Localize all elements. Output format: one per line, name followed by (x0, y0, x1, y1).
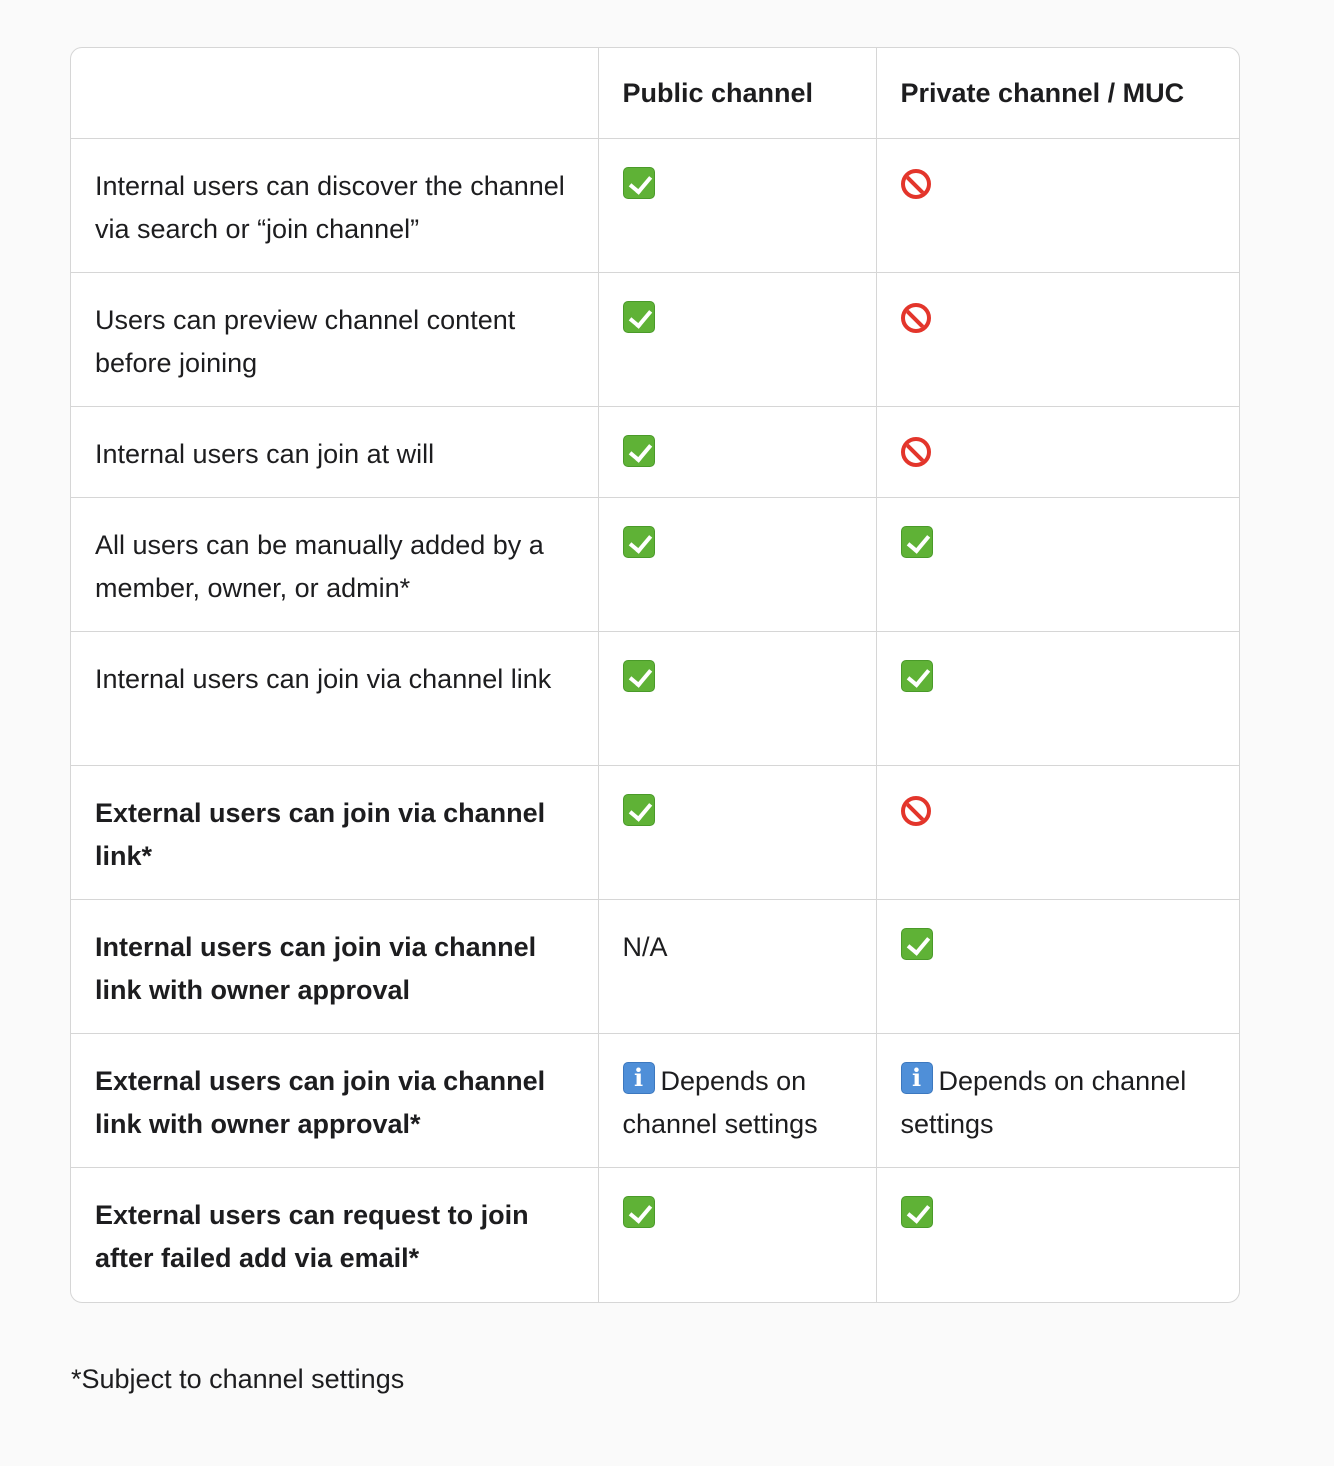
feature-cell: Internal users can join via channel link with owner approval (71, 900, 598, 1034)
no-entry-icon (901, 437, 931, 467)
check-icon (901, 526, 933, 558)
check-icon (623, 301, 655, 333)
public-cell (598, 766, 876, 900)
private-cell (876, 497, 1240, 631)
private-cell (876, 138, 1240, 272)
footnote: *Subject to channel settings (71, 1364, 405, 1394)
table-row (71, 406, 1240, 497)
private-cell (876, 631, 1240, 765)
check-icon (623, 794, 655, 826)
table-row (71, 1168, 1240, 1302)
private-cell (876, 272, 1240, 406)
table-row (71, 272, 1240, 406)
public-cell (598, 1034, 876, 1168)
table-row (71, 138, 1240, 272)
channel-permissions-table (71, 48, 1240, 1302)
feature-cell: Internal users can discover the channel via search or “join channel” (71, 138, 598, 272)
feature-cell: Internal users can join at will (71, 406, 598, 497)
comparison-table (70, 47, 1240, 1303)
check-icon (623, 435, 655, 467)
no-entry-icon (901, 303, 931, 333)
public-cell: N/A (598, 900, 876, 1034)
check-icon (901, 928, 933, 960)
no-entry-icon (901, 796, 931, 826)
public-cell (598, 1168, 876, 1302)
private-cell (876, 900, 1240, 1034)
public-cell (598, 631, 876, 765)
private-cell (876, 1168, 1240, 1302)
feature-cell: Internal users can join via channel link (71, 631, 598, 765)
feature-cell: Users can preview channel content before joining (71, 272, 598, 406)
private-cell (876, 1034, 1240, 1168)
feature-cell: All users can be manually added by a member, owner, or admin* (71, 497, 598, 631)
public-cell (598, 138, 876, 272)
check-icon (623, 526, 655, 558)
feature-cell: External users can join via channel link* (71, 766, 598, 900)
check-icon (623, 167, 655, 199)
private-cell (876, 406, 1240, 497)
table-row (71, 900, 1240, 1034)
feature-cell: External users can join via channel link with owner approval* (71, 1034, 598, 1168)
check-icon (623, 1196, 655, 1228)
check-icon (901, 1196, 933, 1228)
public-cell (598, 272, 876, 406)
table-row (71, 497, 1240, 631)
table-header-row (71, 48, 1240, 138)
header-private-channel: Private channel / MUC (876, 48, 1240, 138)
no-entry-icon (901, 169, 931, 199)
header-feature (71, 48, 598, 138)
header-public-channel: Public channel (598, 48, 876, 138)
info-icon (901, 1062, 933, 1094)
public-cell (598, 406, 876, 497)
feature-cell: External users can request to join after failed add via email* (71, 1168, 598, 1302)
private-cell-text: Depends on channel settings (900, 1066, 1187, 1140)
private-cell (876, 766, 1240, 900)
table-row (71, 1034, 1240, 1168)
table-row (71, 631, 1240, 765)
public-cell-text: Depends on channel settings (622, 1066, 818, 1140)
table-row (71, 766, 1240, 900)
check-icon (623, 660, 655, 692)
info-icon (623, 1062, 655, 1094)
public-cell (598, 497, 876, 631)
check-icon (901, 660, 933, 692)
